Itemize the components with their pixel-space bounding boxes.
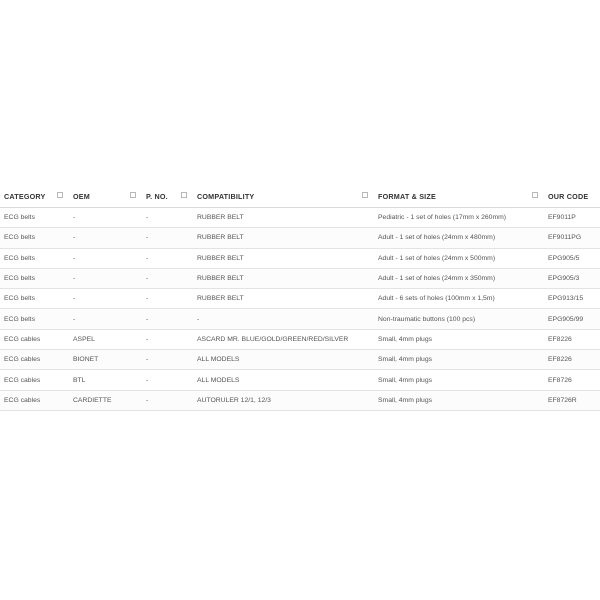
- column-header-our-code[interactable]: [544, 186, 600, 208]
- sort-icon[interactable]: [532, 192, 538, 198]
- cell-compatibility: RUBBER BELT: [193, 248, 374, 268]
- cell-our-code: EF8726R: [544, 390, 600, 410]
- cell-format-size: Small, 4mm plugs: [374, 350, 544, 370]
- column-header-label: CATEGORY: [4, 192, 46, 201]
- cell-oem: -: [69, 268, 142, 288]
- cell-compatibility: ALL MODELS: [193, 370, 374, 390]
- cell-our-code: EF8226: [544, 329, 600, 349]
- cell-our-code: EF9011PG: [544, 228, 600, 248]
- sort-icon[interactable]: [362, 192, 368, 198]
- table-row: [0, 289, 600, 309]
- cell-p-no: -: [142, 208, 193, 228]
- cell-p-no: -: [142, 350, 193, 370]
- table-row: [0, 208, 600, 228]
- column-header-category[interactable]: [0, 186, 69, 208]
- cell-oem: BIONET: [69, 350, 142, 370]
- table-row: [0, 268, 600, 288]
- column-header-label: P. NO.: [146, 192, 168, 201]
- cell-format-size: Pediatric - 1 set of holes (17mm x 260mm): [374, 208, 544, 228]
- column-header-format-size[interactable]: [374, 186, 544, 208]
- sort-icon[interactable]: [130, 192, 136, 198]
- table-row: [0, 309, 600, 329]
- cell-p-no: -: [142, 390, 193, 410]
- cell-oem: -: [69, 248, 142, 268]
- sort-icon[interactable]: [57, 192, 63, 198]
- cell-format-size: Small, 4mm plugs: [374, 390, 544, 410]
- cell-format-size: Adult - 6 sets of holes (100mm x 1,5m): [374, 289, 544, 309]
- product-table: [0, 186, 600, 411]
- cell-oem: -: [69, 289, 142, 309]
- cell-compatibility: RUBBER BELT: [193, 228, 374, 248]
- table-row: [0, 350, 600, 370]
- cell-category: ECG belts: [0, 289, 69, 309]
- cell-our-code: EF9011P: [544, 208, 600, 228]
- cell-compatibility: RUBBER BELT: [193, 289, 374, 309]
- cell-p-no: -: [142, 370, 193, 390]
- table-row: [0, 390, 600, 410]
- column-header-label: OEM: [73, 192, 90, 201]
- cell-oem: CARDIETTE: [69, 390, 142, 410]
- table-header-row: [0, 186, 600, 208]
- column-header-compatibility[interactable]: [193, 186, 374, 208]
- cell-category: ECG cables: [0, 350, 69, 370]
- cell-category: ECG belts: [0, 268, 69, 288]
- cell-our-code: EF8726: [544, 370, 600, 390]
- cell-category: ECG belts: [0, 228, 69, 248]
- cell-compatibility: -: [193, 309, 374, 329]
- cell-compatibility: AUTORULER 12/1, 12/3: [193, 390, 374, 410]
- cell-our-code: EPG913/15: [544, 289, 600, 309]
- column-header-p-no[interactable]: [142, 186, 193, 208]
- table-row: [0, 228, 600, 248]
- cell-format-size: Adult - 1 set of holes (24mm x 480mm): [374, 228, 544, 248]
- cell-category: ECG belts: [0, 309, 69, 329]
- table-row: [0, 248, 600, 268]
- cell-oem: ASPEL: [69, 329, 142, 349]
- cell-p-no: -: [142, 309, 193, 329]
- cell-compatibility: ASCARD MR. BLUE/GOLD/GREEN/RED/SILVER: [193, 329, 374, 349]
- cell-oem: -: [69, 309, 142, 329]
- cell-our-code: EPG905/5: [544, 248, 600, 268]
- cell-oem: -: [69, 208, 142, 228]
- cell-our-code: EF8226: [544, 350, 600, 370]
- cell-category: ECG belts: [0, 248, 69, 268]
- cell-category: ECG cables: [0, 329, 69, 349]
- cell-category: ECG cables: [0, 390, 69, 410]
- cell-our-code: EPG905/3: [544, 268, 600, 288]
- cell-oem: -: [69, 228, 142, 248]
- cell-format-size: Adult - 1 set of holes (24mm x 500mm): [374, 248, 544, 268]
- cell-format-size: Non-traumatic buttons (100 pcs): [374, 309, 544, 329]
- table-row: [0, 370, 600, 390]
- cell-our-code: EPG905/99: [544, 309, 600, 329]
- cell-p-no: -: [142, 268, 193, 288]
- column-header-oem[interactable]: [69, 186, 142, 208]
- table-row: [0, 329, 600, 349]
- cell-p-no: -: [142, 248, 193, 268]
- column-header-label: OUR CODE: [548, 192, 589, 201]
- cell-category: ECG cables: [0, 370, 69, 390]
- cell-p-no: -: [142, 228, 193, 248]
- cell-category: ECG belts: [0, 208, 69, 228]
- cell-p-no: -: [142, 289, 193, 309]
- column-header-label: FORMAT & SIZE: [378, 192, 436, 201]
- cell-compatibility: RUBBER BELT: [193, 208, 374, 228]
- column-header-label: COMPATIBILITY: [197, 192, 255, 201]
- cell-compatibility: RUBBER BELT: [193, 268, 374, 288]
- cell-format-size: Small, 4mm plugs: [374, 329, 544, 349]
- cell-format-size: Small, 4mm plugs: [374, 370, 544, 390]
- cell-compatibility: ALL MODELS: [193, 350, 374, 370]
- sort-icon[interactable]: [181, 192, 187, 198]
- cell-p-no: -: [142, 329, 193, 349]
- product-table-container: [0, 186, 600, 411]
- cell-format-size: Adult - 1 set of holes (24mm x 350mm): [374, 268, 544, 288]
- cell-oem: BTL: [69, 370, 142, 390]
